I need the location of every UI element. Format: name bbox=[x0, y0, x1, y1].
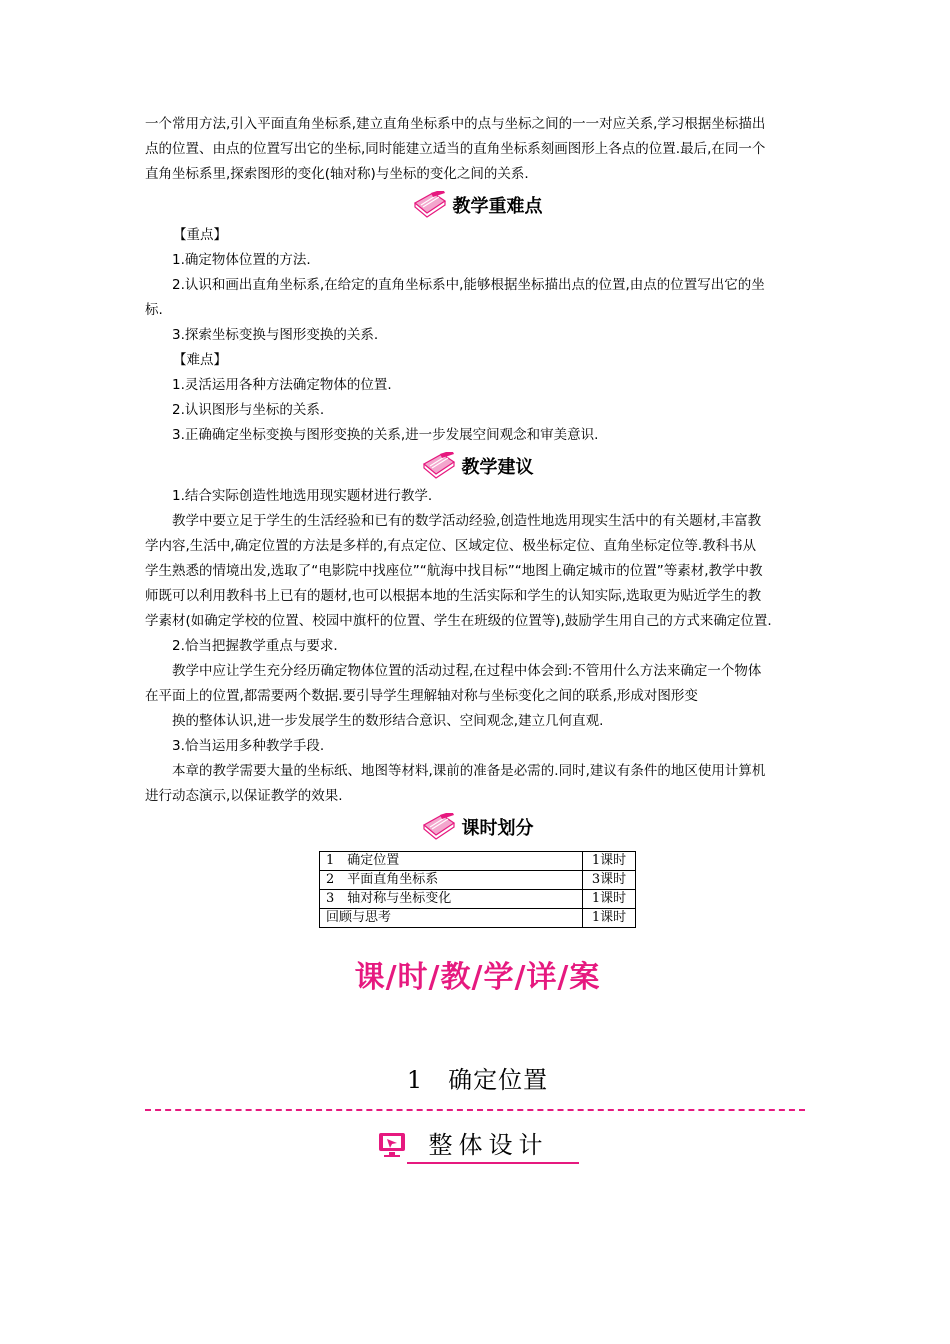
lesson-name: 3 轴对称与坐标变化 bbox=[320, 890, 583, 909]
suggestion-line: 教学中应让学生充分经历确定物体位置的活动过程,在过程中体会到:不管用什么方法来确定一个物体 bbox=[172, 663, 762, 679]
suggestion-line: 在平面上的位置,都需要两个数据.要引导学生理解轴对称与坐标变化之间的联系,形成对图形变 bbox=[145, 688, 698, 704]
lesson-hours: 1课时 bbox=[583, 852, 636, 871]
table-row bbox=[320, 909, 636, 928]
suggestion-line: 学素材(如确定学校的位置、校园中旗杆的位置、学生在班级的位置等),鼓励学生用自己的方式来确定位置. bbox=[145, 613, 772, 629]
monitor-icon bbox=[377, 1131, 407, 1159]
pencil-book-icon bbox=[413, 191, 447, 219]
pencil-book-icon bbox=[422, 452, 456, 480]
difficulty-item: 2.认识图形与坐标的关系. bbox=[172, 402, 325, 418]
suggestion-line: 进行动态演示,以保证教学的效果. bbox=[145, 788, 343, 804]
suggestion-line: 学生熟悉的情境出发,选取了“电影院中找座位”“航海中找目标”“地图上确定城市的位置”等素材,教学中教 bbox=[145, 563, 763, 579]
lesson-name: 回顾与思考 bbox=[320, 909, 583, 928]
suggestion-line: 3.恰当运用多种教学手段. bbox=[172, 738, 325, 754]
lesson-name: 2 平面直角坐标系 bbox=[320, 871, 583, 890]
key-label: 【重点】 bbox=[173, 227, 227, 243]
section-heading-suggestions bbox=[145, 448, 810, 484]
suggestion-line: 换的整体认识,进一步发展学生的数形结合意识、空间观念,建立几何直观. bbox=[172, 713, 604, 729]
section-title: 教学建议 bbox=[461, 457, 534, 478]
design-label: 整体设计 bbox=[407, 1125, 579, 1164]
lesson-name: 1 确定位置 bbox=[320, 852, 583, 871]
key-item-cont: 标. bbox=[145, 302, 163, 318]
table-row bbox=[320, 852, 636, 871]
table-row bbox=[320, 871, 636, 890]
section-title: 课时划分 bbox=[461, 818, 534, 839]
lesson-hours: 3课时 bbox=[583, 871, 636, 890]
banner-text: 课/时/教/学/详/案 bbox=[354, 960, 601, 995]
section-title: 教学重难点 bbox=[452, 196, 543, 217]
table-row bbox=[320, 890, 636, 909]
overall-design-heading bbox=[145, 1125, 810, 1164]
difficulty-item: 3.正确确定坐标变换与图形变换的关系,进一步发展空间观念和审美意识. bbox=[172, 427, 599, 443]
key-item: 3.探索坐标变换与图形变换的关系. bbox=[172, 327, 379, 343]
intro-line: 一个常用方法,引入平面直角坐标系,建立直角坐标系中的点与坐标之间的一一对应关系,学习根据坐标描出 bbox=[145, 116, 766, 132]
pencil-book-icon bbox=[422, 813, 456, 841]
section-heading-key-difficulties bbox=[145, 187, 810, 223]
key-item: 1.确定物体位置的方法. bbox=[172, 252, 311, 268]
intro-line: 点的位置、由点的位置写出它的坐标,同时能建立适当的直角坐标系刻画图形上各点的位置.最后,在同一个 bbox=[145, 141, 766, 157]
schedule-table bbox=[319, 851, 636, 928]
suggestion-line: 师既可以利用教科书上已有的题材,也可以根据本地的生活实际和学生的认知实际,选取更为贴近学生的教 bbox=[145, 588, 762, 604]
difficulty-item: 1.灵活运用各种方法确定物体的位置. bbox=[172, 377, 392, 393]
page-content bbox=[145, 112, 810, 1164]
suggestion-line: 教学中要立足于学生的生活经验和已有的数学活动经验,创造性地选用现实生活中的有关题材,丰富教 bbox=[172, 513, 762, 529]
suggestion-line: 学内容,生活中,确定位置的方法是多样的,有点定位、区域定位、极坐标定位、直角坐标定位等.教科书从 bbox=[145, 538, 757, 554]
key-item: 2.认识和画出直角坐标系,在给定的直角坐标系中,能够根据坐标描出点的位置,由点的位置写出它的坐 bbox=[172, 277, 765, 293]
lesson-title: 1 确定位置 bbox=[406, 1066, 549, 1094]
lesson-hours: 1课时 bbox=[583, 909, 636, 928]
lesson-plan-banner bbox=[145, 952, 810, 996]
suggestion-line: 1.结合实际创造性地选用现实题材进行教学. bbox=[172, 488, 433, 504]
section-heading-schedule bbox=[145, 809, 810, 845]
difficulty-label: 【难点】 bbox=[173, 352, 227, 368]
suggestion-line: 2.恰当把握教学重点与要求. bbox=[172, 638, 338, 654]
suggestion-line: 本章的教学需要大量的坐标纸、地图等材料,课前的准备是必需的.同时,建议有条件的地区使用计算机 bbox=[172, 763, 766, 779]
intro-line: 直角坐标系里,探索图形的变化(轴对称)与坐标的变化之间的关系. bbox=[145, 166, 529, 182]
dashed-divider bbox=[145, 1109, 805, 1111]
lesson-hours: 1课时 bbox=[583, 890, 636, 909]
